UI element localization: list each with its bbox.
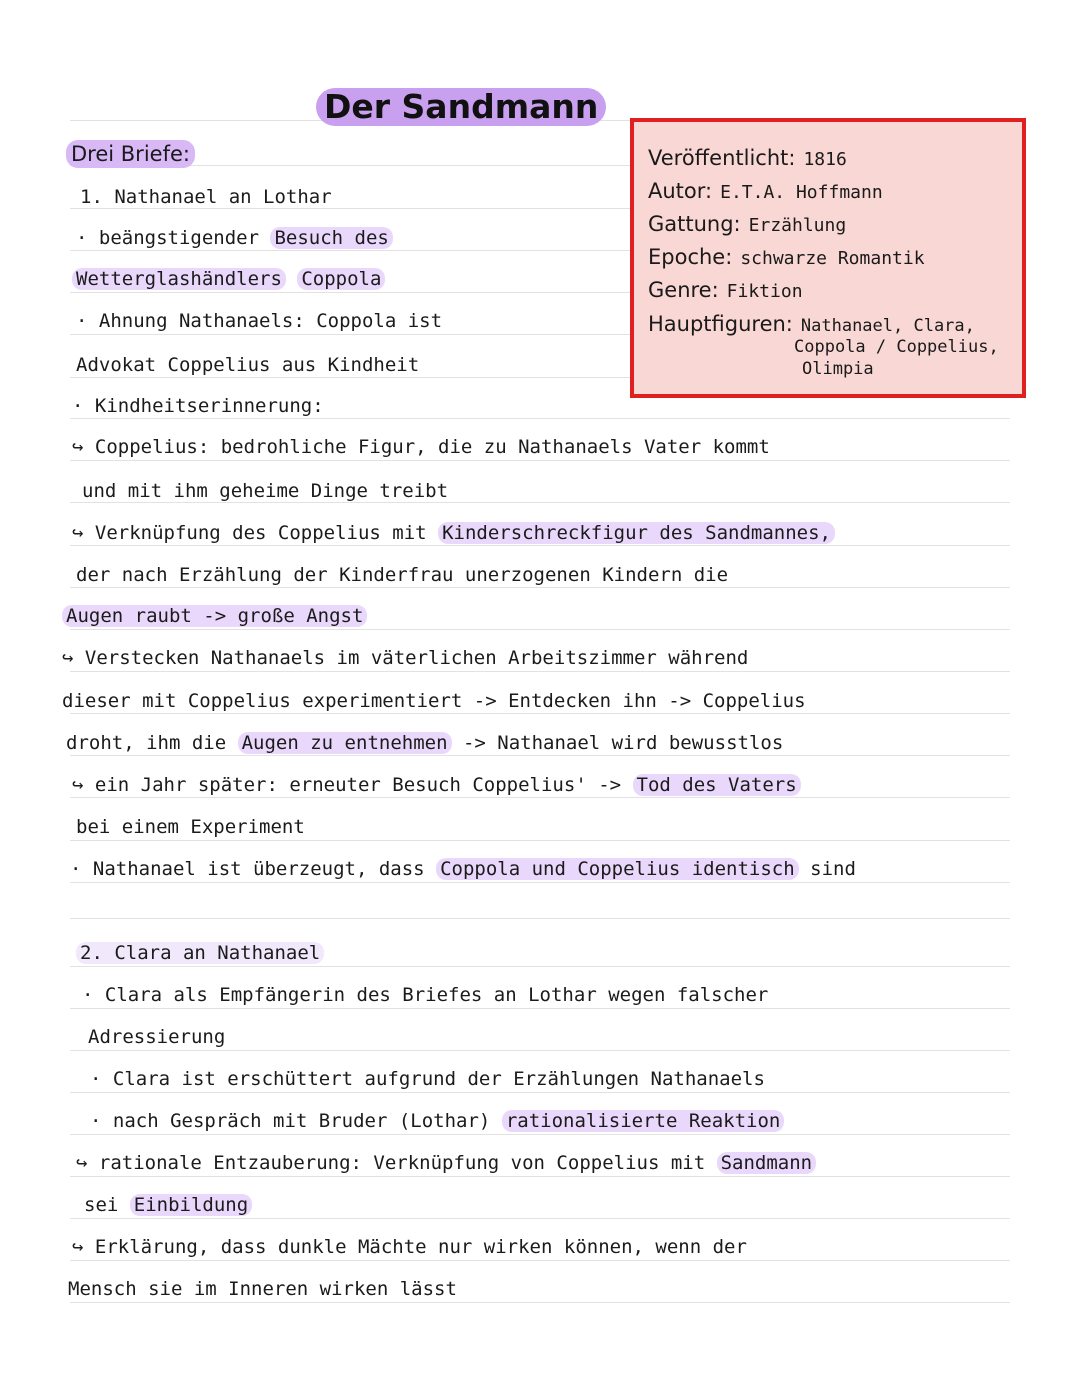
highlight: Augen zu entnehmen [238, 732, 452, 754]
info-characters-line3: Olimpia [802, 359, 874, 379]
info-box [630, 118, 1026, 398]
highlight: Wetterglashändlers [72, 268, 286, 290]
letter1-heading: 1. Nathanael an Lothar [80, 186, 332, 208]
letter2-heading [76, 938, 324, 968]
info-characters: Hauptfiguren: Nathanael, Clara, [648, 312, 975, 336]
highlight: 2. Clara an Nathanael [76, 942, 324, 964]
info-author: Autor: E.T.A. Hoffmann [648, 179, 883, 203]
note-line: · nach Gespräch mit Bruder (Lothar) rationalisierte Reaktion [90, 1106, 784, 1136]
note-line [72, 264, 385, 294]
note-line: · Clara als Empfängerin des Briefes an Lothar wegen falscher [82, 984, 769, 1006]
highlight: Tod des Vaters [633, 774, 801, 796]
note-line: · Clara ist erschüttert aufgrund der Erzählungen Nathanaels [90, 1068, 765, 1090]
info-fiction: Genre: Fiktion [648, 278, 803, 302]
note-line: · Kindheitserinnerung: [72, 395, 324, 417]
ruled-line [70, 918, 1010, 919]
highlight: Besuch des [270, 227, 392, 249]
note-line: dieser mit Coppelius experimentiert -> Entdecken ihn -> Coppelius [62, 690, 806, 712]
highlight: rationalisierte Reaktion [502, 1110, 785, 1132]
note-line [62, 601, 367, 631]
note-line: ↪ Erklärung, dass dunkle Mächte nur wirken können, wenn der [72, 1236, 747, 1258]
highlight: Augen raubt -> große Angst [62, 605, 367, 627]
highlight: Kinderschreckfigur des Sandmannes, [438, 522, 835, 544]
note-line: ↪ Verstecken Nathanaels im väterlichen Arbeitszimmer während [62, 647, 749, 669]
note-line: · Nathanael ist überzeugt, dass Coppola und Coppelius identisch sind [70, 858, 856, 880]
note-line: ↪ ein Jahr später: erneuter Besuch Coppelius' -> Tod des Vaters [72, 770, 801, 800]
note-line: Mensch sie im Inneren wirken lässt [68, 1278, 457, 1300]
highlight: Coppola und Coppelius identisch [436, 858, 799, 880]
note-line: ↪ Verknüpfung des Coppelius mit Kinderschreckfigur des Sandmannes, [72, 518, 835, 548]
note-line: · beängstigender Besuch des [76, 223, 393, 253]
note-line: Adressierung [88, 1026, 226, 1048]
note-line: droht, ihm die Augen zu entnehmen -> Nathanael wird bewusstlos [66, 732, 784, 754]
info-genre: Gattung: Erzählung [648, 212, 847, 236]
info-epoch: Epoche: schwarze Romantik [648, 245, 925, 269]
note-line: · Ahnung Nathanaels: Coppola ist [76, 310, 443, 332]
page-title: Der Sandmann [316, 88, 606, 126]
info-published: Veröffentlicht: 1816 [648, 146, 847, 170]
highlight: Sandmann [717, 1152, 817, 1174]
note-line: ↪ rationale Entzauberung: Verknüpfung von Coppelius mit Sandmann [76, 1148, 816, 1178]
note-line: bei einem Experiment [76, 816, 305, 838]
note-line: und mit ihm geheime Dinge treibt [82, 480, 449, 502]
info-characters-line2: Coppola / Coppelius, [794, 337, 999, 357]
note-line: ↪ Coppelius: bedrohliche Figur, die zu Nathanaels Vater kommt [72, 436, 770, 458]
note-line: sei Einbildung [84, 1190, 252, 1220]
highlight: Coppola [297, 268, 385, 290]
note-line: der nach Erzählung der Kinderfrau unerzogenen Kindern die [76, 564, 729, 586]
section-heading: Drei Briefe: [66, 140, 195, 168]
highlight: Einbildung [130, 1194, 252, 1216]
note-line: Advokat Coppelius aus Kindheit [76, 354, 420, 376]
